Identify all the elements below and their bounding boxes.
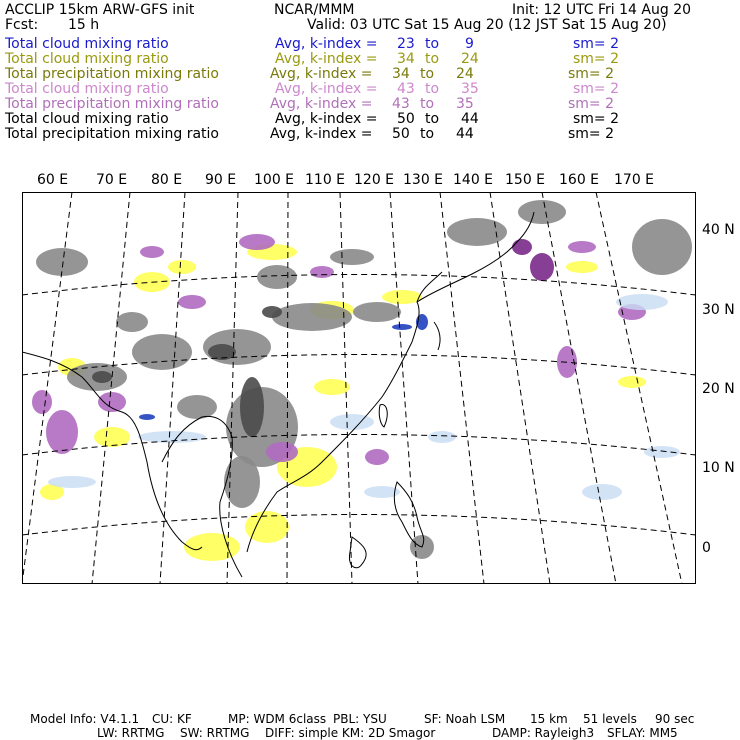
legend-to: to	[420, 96, 435, 112]
yellow-shading	[566, 261, 598, 273]
legend-row	[5, 52, 735, 67]
blue-shading	[139, 414, 155, 420]
legend-field: Total cloud mixing ratio	[5, 36, 169, 52]
legend-avg: Avg, k-index =	[270, 126, 373, 142]
dark-purple-shading	[512, 239, 532, 255]
purple-shading	[266, 442, 298, 462]
footer-damp: DAMP: Rayleigh3	[492, 726, 595, 740]
lat-label: 0	[702, 540, 711, 556]
legend-field: Total cloud mixing ratio	[5, 51, 169, 67]
legend-avg: Avg, k-index =	[270, 66, 373, 82]
legend-to: to	[425, 111, 440, 127]
legend-to: to	[420, 66, 435, 82]
yellow-shading	[382, 290, 422, 304]
model-title: ACCLIP 15km ARW-GFS init	[5, 2, 195, 18]
fcst-value: 15 h	[68, 17, 100, 33]
purple-shading	[568, 241, 596, 253]
legend-k-to: 24	[456, 66, 474, 82]
legend-avg: Avg, k-index =	[275, 36, 378, 52]
legend-avg: Avg, k-index =	[270, 96, 373, 112]
yellow-shading	[314, 379, 350, 395]
lon-label: 160 E	[559, 172, 600, 188]
purple-shading	[365, 449, 389, 465]
gray-shading	[116, 312, 148, 332]
purple-shading	[178, 295, 206, 309]
legend-field: Total precipitation mixing ratio	[5, 66, 219, 82]
legend-to: to	[425, 51, 440, 67]
footer-timestep: 90 sec	[655, 712, 695, 726]
legend-avg: Avg, k-index =	[275, 81, 378, 97]
fcst-label: Fcst:	[5, 17, 39, 33]
footer-model-info: Model Info: V4.1.1	[30, 712, 140, 726]
legend-k-from: 50	[392, 126, 410, 142]
legend-to: to	[425, 81, 440, 97]
legend-k-from: 34	[392, 66, 410, 82]
lat-label: 20 N	[702, 381, 735, 397]
gray-shading	[330, 249, 374, 265]
legend-field: Total precipitation mixing ratio	[5, 126, 219, 142]
lon-label: 90 E	[205, 172, 237, 188]
legend-to: to	[420, 126, 435, 142]
footer-sflay: SFLAY: MM5	[607, 726, 678, 740]
legend-k-to: 9	[465, 36, 474, 52]
purple-shading	[239, 234, 275, 250]
forecast-map	[22, 192, 696, 584]
legend-to: to	[425, 36, 440, 52]
legend-k-from: 50	[397, 111, 415, 127]
footer-mp: MP: WDM 6class	[228, 712, 327, 726]
footer-resolution: 15 km	[530, 712, 568, 726]
legend-k-to: 35	[456, 96, 474, 112]
purple-shading	[46, 410, 78, 454]
gray-shading	[353, 302, 401, 322]
yellow-shading	[168, 260, 196, 274]
gray-shading	[177, 395, 217, 419]
light-blue-shading	[616, 294, 668, 310]
legend-sm: sm= 2	[568, 126, 615, 142]
legend-sm: sm= 2	[568, 66, 615, 82]
lon-label: 80 E	[151, 172, 183, 188]
legend-row	[5, 82, 735, 97]
legend-sm: sm= 2	[573, 81, 620, 97]
valid-time: Valid: 03 UTC Sat 15 Aug 20 (12 JST Sat 15 Aug 20)	[307, 17, 667, 33]
center-label: NCAR/MMM	[274, 2, 355, 18]
legend-k-to: 44	[461, 111, 479, 127]
lon-label: 150 E	[505, 172, 546, 188]
legend-sm: sm= 2	[573, 51, 620, 67]
legend-row	[5, 127, 735, 142]
light-blue-shading	[428, 431, 456, 443]
lon-label: 100 E	[254, 172, 295, 188]
light-blue-shading	[330, 414, 374, 430]
gray-shading	[272, 303, 352, 331]
init-time: Init: 12 UTC Fri 14 Aug 20	[512, 2, 692, 18]
lon-label: 70 E	[96, 172, 128, 188]
legend-field: Total precipitation mixing ratio	[5, 96, 219, 112]
legend-row	[5, 112, 735, 127]
legend-row	[5, 97, 735, 112]
legend-k-from: 43	[397, 81, 415, 97]
legend-sm: sm= 2	[573, 111, 620, 127]
footer-levels: 51 levels	[583, 712, 637, 726]
legend-k-from: 23	[397, 36, 415, 52]
blue-shading	[392, 324, 412, 330]
lat-label: 40 N	[702, 222, 735, 238]
lon-label: 130 E	[403, 172, 444, 188]
legend-k-to: 35	[461, 81, 479, 97]
lon-label: 120 E	[354, 172, 395, 188]
purple-shading	[98, 392, 126, 412]
legend-row	[5, 67, 735, 82]
light-blue-shading	[48, 476, 96, 488]
legend-avg: Avg, k-index =	[275, 111, 378, 127]
lat-label: 30 N	[702, 302, 735, 318]
dark-gray-shading	[262, 306, 282, 318]
purple-shading	[32, 390, 52, 414]
gray-shading	[257, 265, 297, 289]
legend-avg: Avg, k-index =	[275, 51, 378, 67]
lon-label: 170 E	[614, 172, 655, 188]
gray-shading	[518, 200, 566, 224]
legend-sm: sm= 2	[568, 96, 615, 112]
legend-k-to: 24	[461, 51, 479, 67]
footer-pbl: PBL: YSU	[333, 712, 387, 726]
lon-label: 60 E	[37, 172, 69, 188]
footer-sf: SF: Noah LSM	[424, 712, 506, 726]
lat-label: 10 N	[702, 460, 735, 476]
legend-k-from: 34	[397, 51, 415, 67]
footer-sw: SW: RRTMG	[180, 726, 250, 740]
purple-shading	[310, 266, 334, 278]
footer-cu: CU: KF	[152, 712, 192, 726]
lon-label: 140 E	[453, 172, 494, 188]
lon-label: 110 E	[305, 172, 346, 188]
dark-purple-shading	[530, 253, 554, 281]
legend-k-from: 43	[392, 96, 410, 112]
legend-k-to: 44	[456, 126, 474, 142]
light-blue-shading	[582, 484, 622, 500]
footer-diff: DIFF: simple KM: 2D Smagor	[265, 726, 436, 740]
dark-gray-shading	[92, 371, 112, 383]
gray-shading	[632, 219, 692, 275]
legend-row	[5, 37, 735, 52]
legend-sm: sm= 2	[573, 36, 620, 52]
gray-shading	[132, 334, 192, 370]
footer-lw: LW: RRTMG	[97, 726, 165, 740]
yellow-shading	[618, 376, 646, 388]
legend-field: Total cloud mixing ratio	[5, 111, 169, 127]
purple-shading	[140, 246, 164, 258]
dark-gray-shading	[240, 377, 264, 437]
legend-field: Total cloud mixing ratio	[5, 81, 169, 97]
